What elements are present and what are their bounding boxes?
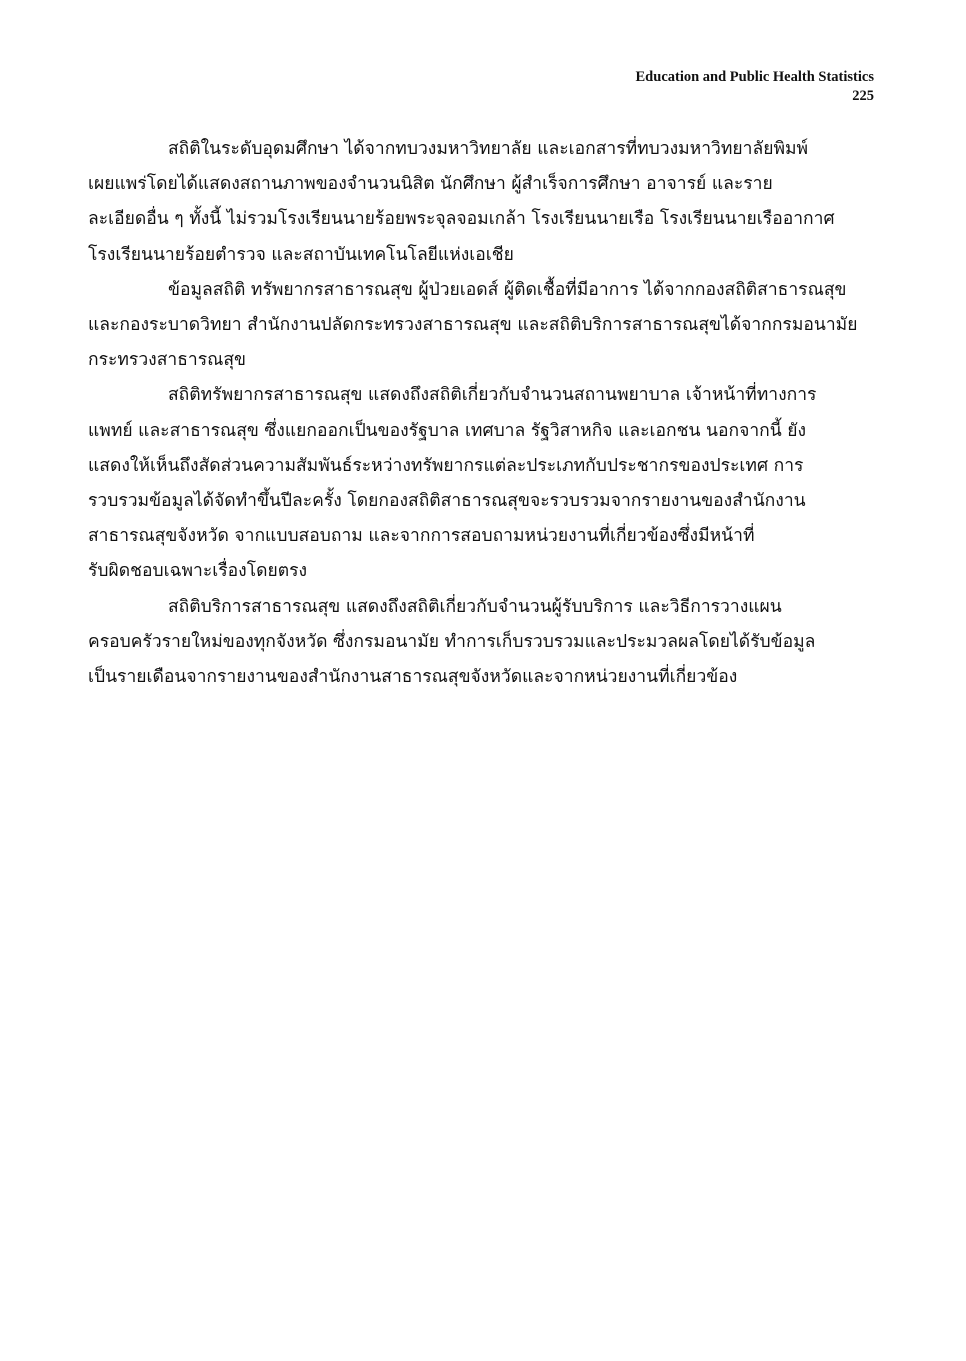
paragraph-health-services bbox=[88, 590, 878, 696]
paragraph-line: ข้อมูลสถิติ ทรัพยากรสาธารณสุข ผู้ป่วยเอดส์ ผู้ติดเชื้อที่มีอาการ ได้จากกองสถิติสาธารณสุข bbox=[168, 279, 847, 300]
paragraph-line: โรงเรียนนายร้อยตำรวจ และสถาบันเทคโนโลยีแห่งเอเชีย bbox=[88, 244, 514, 265]
paragraph-line: รวบรวมข้อมูลได้จัดทำขึ้นปีละครั้ง โดยกองสถิติสาธารณสุขจะรวบรวมจากรายงานของสำนักงาน bbox=[88, 491, 806, 512]
paragraph-line: สถิติทรัพยากรสาธารณสุข แสดงถึงสถิติเกี่ยวกับจำนวนสถานพยาบาล เจ้าหน้าที่ทางการ bbox=[168, 385, 817, 406]
paragraph-line: สถิติบริการสาธารณสุข แสดงถึงสถิติเกี่ยวกับจำนวนผู้รับบริการ และวิธีการวางแผน bbox=[168, 596, 782, 617]
paragraph-line: แสดงให้เห็นถึงสัดส่วนความสัมพันธ์ระหว่างทรัพยากรแต่ละประเภทกับประชากรของประเทศ การ bbox=[88, 455, 804, 476]
paragraph-line: เผยแพร่โดยได้แสดงสถานภาพของจำนวนนิสิต นักศึกษา ผู้สำเร็จการศึกษา อาจารย์ และราย bbox=[88, 174, 773, 195]
paragraph-line: ละเอียดอื่น ๆ ทั้งนี้ ไม่รวมโรงเรียนนายร้อยพระจุลจอมเกล้า โรงเรียนนายเรือ โรงเรียนนายเรืออากาศ bbox=[88, 209, 835, 230]
paragraph-line: กระทรวงสาธารณสุข bbox=[88, 350, 246, 371]
paragraph-line: ครอบครัวรายใหม่ของทุกจังหวัด ซึ่งกรมอนามัย ทำการเก็บรวบรวมและประมวลผลโดยได้รับข้อมูล bbox=[88, 631, 816, 652]
paragraph-line: รับผิดชอบเฉพาะเรื่องโดยตรง bbox=[88, 561, 308, 582]
header-title: Education and Public Health Statistics bbox=[635, 69, 874, 85]
paragraph-line: แพทย์ และสาธารณสุข ซึ่งแยกออกเป็นของรัฐบาล เทศบาล รัฐวิสาหกิจ และเอกชน นอกจากนี้ ยัง bbox=[88, 420, 807, 441]
paragraph-line: สาธารณสุขจังหวัด จากแบบสอบถาม และจากการสอบถามหน่วยงานที่เกี่ยวข้องซึ่งมีหน้าที่ bbox=[88, 526, 755, 547]
running-header bbox=[636, 68, 874, 106]
paragraph-health-resources bbox=[88, 378, 878, 589]
paragraph-line: เป็นรายเดือนจากรายงานของสำนักงานสาธารณสุขจังหวัดและจากหน่วยงานที่เกี่ยวข้อง bbox=[88, 667, 738, 688]
paragraph-data-sources bbox=[88, 273, 878, 379]
paragraph-line: และกองระบาดวิทยา สำนักงานปลัดกระทรวงสาธารณสุข และสถิติบริการสาธารณสุขได้จากกรมอนามัย bbox=[88, 315, 858, 336]
page-number: 225 bbox=[852, 88, 874, 104]
paragraph-higher-education-statistics bbox=[88, 132, 878, 273]
body-text bbox=[88, 132, 878, 695]
paragraph-line: สถิติในระดับอุดมศึกษา ได้จากทบวงมหาวิทยาลัย และเอกสารที่ทบวงมหาวิทยาลัยพิมพ์ bbox=[168, 139, 809, 159]
